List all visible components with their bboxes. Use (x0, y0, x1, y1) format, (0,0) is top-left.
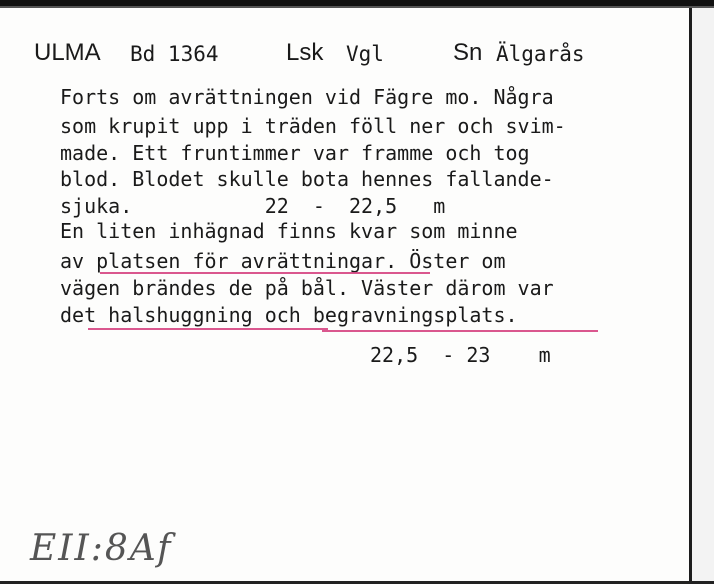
text-line: Forts om avrättningen vid Fägre mo. Några (60, 85, 554, 109)
text-line: sjuka. 22 - 22,5 m (60, 194, 446, 218)
text-line: En liten inhägnad finns kvar som minne (60, 219, 518, 243)
text-line: made. Ett fruntimmer var framme och tog (60, 141, 530, 165)
socken-value: Älgarås (496, 42, 585, 66)
archive-signum: EII:8Af (30, 528, 173, 569)
landskap-label: Lsk (286, 39, 324, 66)
highlight-underline (322, 330, 598, 332)
archive-code: ULMA (34, 39, 101, 66)
text-line: som krupit upp i träden föll ner och svim- (60, 114, 566, 138)
scan-margin (692, 8, 714, 584)
highlight-underline (100, 272, 430, 274)
card-top-border-shadow (0, 6, 714, 8)
highlight-underline (88, 328, 328, 330)
text-line: av platsen för avrättningar. Öster om (60, 249, 506, 273)
text-line: vägen brändes de på bål. Väster därom var (60, 276, 554, 300)
socken-label: Sn (453, 39, 483, 66)
measurement-range: 22,5 - 23 m (370, 343, 551, 367)
text-line: blod. Blodet skulle bota hennes fallande- (60, 167, 554, 191)
text-line: det halshuggning och begravningsplats. (60, 303, 518, 327)
landskap-value: Vgl (346, 42, 384, 66)
volume-number: Bd 1364 (130, 42, 219, 66)
